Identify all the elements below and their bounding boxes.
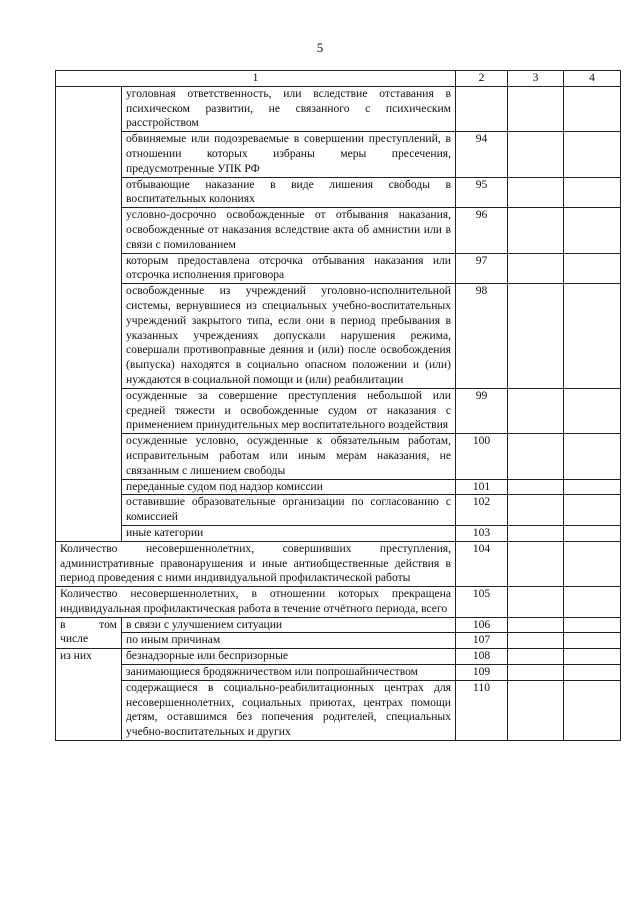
- value-cell-col3[interactable]: [508, 208, 564, 253]
- row-code: 95: [456, 177, 508, 208]
- table-row: [56, 633, 621, 649]
- header-col-1: 1: [56, 71, 456, 87]
- value-cell-col4[interactable]: [564, 132, 621, 177]
- table-row: [56, 208, 621, 253]
- header-row: [56, 71, 621, 87]
- row-description: Количество несовершеннолетних, совершивших преступления, административные правонарушения и иные антиобщественные действия в период проведения с ними индивидуальной профилактической работы: [56, 541, 456, 586]
- table-row: [56, 541, 621, 586]
- value-cell-col4[interactable]: [564, 177, 621, 208]
- row-description: занимающиеся бродяжничеством или попрошайничеством: [122, 665, 456, 681]
- row-code: 96: [456, 208, 508, 253]
- row-description: осужденные за совершение преступления небольшой или средней тяжести и освобожденные судом от наказания с применением принудительных мер воспитательного воздействия: [122, 388, 456, 433]
- table-row: [56, 177, 621, 208]
- group-label-in-that-number: в том числе: [56, 617, 122, 649]
- group-label-of-them: из них: [56, 649, 122, 741]
- row-code: 105: [456, 587, 508, 618]
- table-row: [56, 284, 621, 389]
- value-cell-col4[interactable]: [564, 208, 621, 253]
- row-description: осужденные условно, осужденные к обязательным работам, исправительным работам или иным мерам наказания, не связанным с лишением свободы: [122, 434, 456, 479]
- header-col-4: 4: [564, 71, 621, 87]
- table-row: [56, 649, 621, 665]
- row-description: уголовная ответственность, или вследствие отставания в психическом развитии, не связанного с психическим расстройством: [122, 86, 456, 131]
- value-cell-col4[interactable]: [564, 86, 621, 131]
- row-description: отбывающие наказание в виде лишения свободы в воспитательных колониях: [122, 177, 456, 208]
- value-cell-col4[interactable]: [564, 633, 621, 649]
- group-label-continued: [56, 86, 122, 541]
- row-description: иные категории: [122, 525, 456, 541]
- row-code: 103: [456, 525, 508, 541]
- value-cell-col4[interactable]: [564, 479, 621, 495]
- value-cell-col4[interactable]: [564, 253, 621, 284]
- row-code: 109: [456, 665, 508, 681]
- table-row: [56, 525, 621, 541]
- value-cell-col4[interactable]: [564, 587, 621, 618]
- value-cell-col3[interactable]: [508, 284, 564, 389]
- row-description: которым предоставлена отсрочка отбывания наказания или отсрочка исполнения приговора: [122, 253, 456, 284]
- value-cell-col4[interactable]: [564, 541, 621, 586]
- value-cell-col4[interactable]: [564, 284, 621, 389]
- value-cell-col3[interactable]: [508, 617, 564, 633]
- table-row: [56, 86, 621, 131]
- value-cell-col3[interactable]: [508, 633, 564, 649]
- table-row: [56, 495, 621, 526]
- row-description: оставившие образовательные организации по согласованию с комиссией: [122, 495, 456, 526]
- value-cell-col3[interactable]: [508, 525, 564, 541]
- row-code: 106: [456, 617, 508, 633]
- table-row: [56, 587, 621, 618]
- row-description: в связи с улучшением ситуации: [122, 617, 456, 633]
- table-row: [56, 434, 621, 479]
- table-row: [56, 388, 621, 433]
- value-cell-col3[interactable]: [508, 541, 564, 586]
- row-description: переданные судом под надзор комиссии: [122, 479, 456, 495]
- row-code: 110: [456, 680, 508, 740]
- value-cell-col3[interactable]: [508, 479, 564, 495]
- value-cell-col4[interactable]: [564, 434, 621, 479]
- value-cell-col3[interactable]: [508, 86, 564, 131]
- page-number: 5: [316, 40, 324, 55]
- value-cell-col3[interactable]: [508, 649, 564, 665]
- header-col-3: 3: [508, 71, 564, 87]
- statistics-table: [55, 70, 621, 741]
- value-cell-col4[interactable]: [564, 495, 621, 526]
- table-row: [56, 680, 621, 740]
- value-cell-col4[interactable]: [564, 388, 621, 433]
- value-cell-col3[interactable]: [508, 434, 564, 479]
- row-description: условно-досрочно освобожденные от отбывания наказания, освобожденные от наказания вследствие акта об амнистии или в связи с помилованием: [122, 208, 456, 253]
- value-cell-col3[interactable]: [508, 132, 564, 177]
- value-cell-col4[interactable]: [564, 665, 621, 681]
- value-cell-col4[interactable]: [564, 525, 621, 541]
- value-cell-col3[interactable]: [508, 680, 564, 740]
- row-code: 99: [456, 388, 508, 433]
- row-description: обвиняемые или подозреваемые в совершении преступлений, в отношении которых избраны меры пресечения, предусмотренные УПК РФ: [122, 132, 456, 177]
- row-code: 98: [456, 284, 508, 389]
- value-cell-col4[interactable]: [564, 649, 621, 665]
- row-description: безнадзорные или беспризорные: [122, 649, 456, 665]
- row-description: Количество несовершеннолетних, в отношении которых прекращена индивидуальная профилактическая работа в течение отчётного периода, всего: [56, 587, 456, 618]
- row-code: 102: [456, 495, 508, 526]
- row-description: содержащиеся в социально-реабилитационных центрах для несовершеннолетних, социальных приютах, центрах помощи детям, оставшимся без попечения родителей, специальных учебно-воспитательных и других: [122, 680, 456, 740]
- row-description: по иным причинам: [122, 633, 456, 649]
- row-code: 101: [456, 479, 508, 495]
- header-col-2: 2: [456, 71, 508, 87]
- row-code: 100: [456, 434, 508, 479]
- table-row: [56, 479, 621, 495]
- row-code: 97: [456, 253, 508, 284]
- table-row: [56, 253, 621, 284]
- value-cell-col3[interactable]: [508, 587, 564, 618]
- table-row: [56, 132, 621, 177]
- table-row: [56, 665, 621, 681]
- value-cell-col3[interactable]: [508, 665, 564, 681]
- value-cell-col3[interactable]: [508, 388, 564, 433]
- row-code: 108: [456, 649, 508, 665]
- row-code: 104: [456, 541, 508, 586]
- row-code: 107: [456, 633, 508, 649]
- row-code: 94: [456, 132, 508, 177]
- value-cell-col3[interactable]: [508, 495, 564, 526]
- value-cell-col3[interactable]: [508, 253, 564, 284]
- value-cell-col4[interactable]: [564, 680, 621, 740]
- row-code: [456, 86, 508, 131]
- row-description: освобожденные из учреждений уголовно-исполнительной системы, вернувшиеся из специальных учебно-воспитательных учреждений закрытого типа, если они в период пребывания в указанных учреждениях допускали нарушения режима, совершали противоправные деяния и (или) после освобождения (выпуска) находятся в социально опасном положении и (или) нуждаются в социальной помощи и (или) реабилитации: [122, 284, 456, 389]
- value-cell-col3[interactable]: [508, 177, 564, 208]
- value-cell-col4[interactable]: [564, 617, 621, 633]
- table-row: [56, 617, 621, 633]
